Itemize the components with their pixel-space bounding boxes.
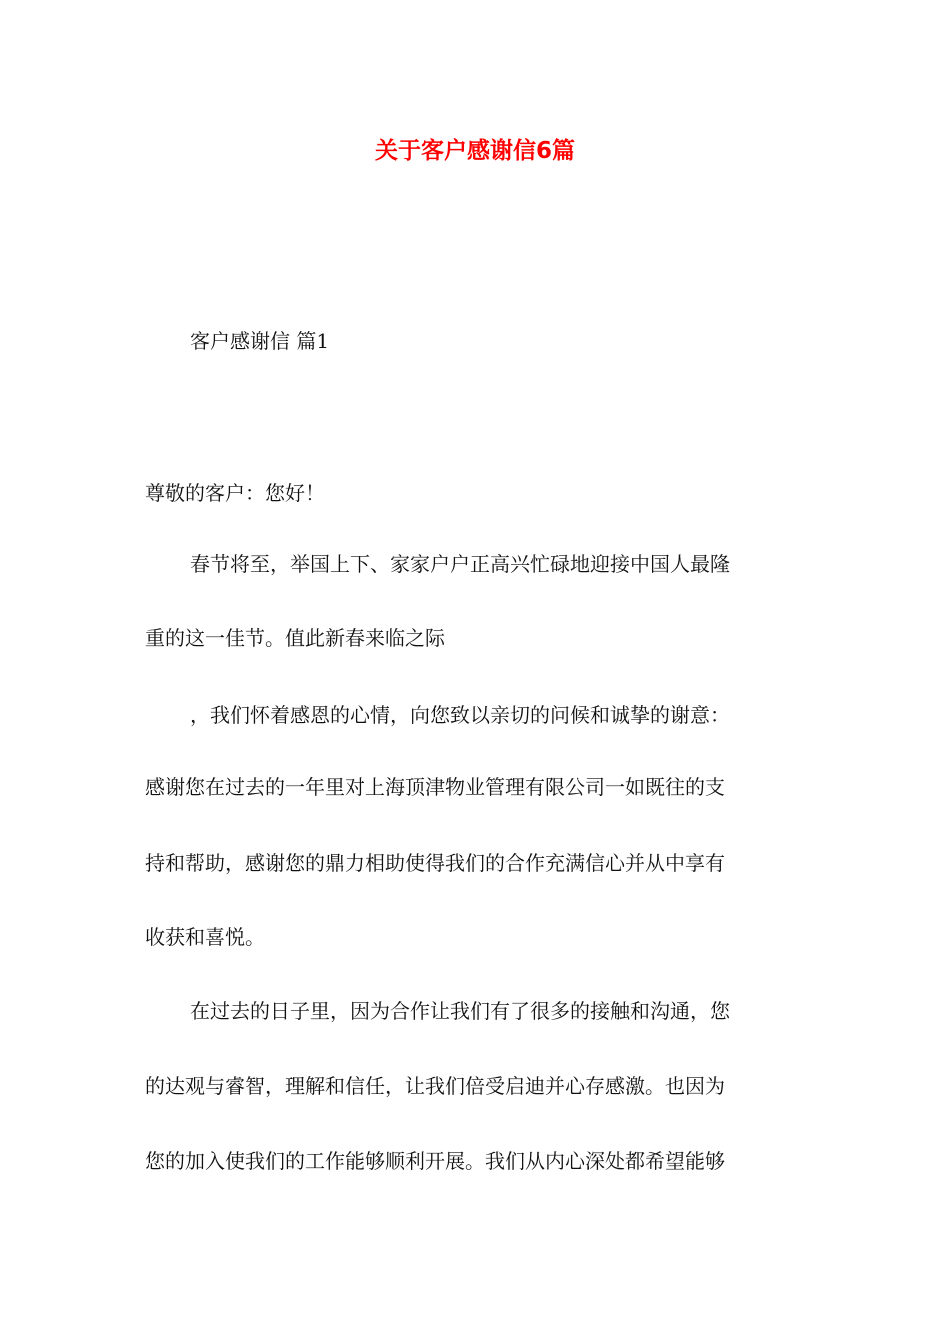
body-line: 在过去的日子里，因为合作让我们有了很多的接触和沟通，您 — [190, 999, 730, 1023]
body-line: 感谢您在过去的一年里对上海顶津物业管理有限公司一如既往的支 — [145, 775, 725, 799]
body-line: 重的这一佳节。值此新春来临之际 — [145, 626, 445, 650]
body-line: 您的加入使我们的工作能够顺利开展。我们从内心深处都希望能够 — [145, 1149, 725, 1173]
body-line: ，我们怀着感恩的心情，向您致以亲切的问候和诚挚的谢意： — [190, 703, 730, 727]
body-line: 春节将至，举国上下、家家户户正高兴忙碌地迎接中国人最隆 — [190, 552, 730, 576]
section-heading: 客户感谢信 篇1 — [190, 329, 330, 353]
document-title: 关于客户感谢信6篇 — [374, 138, 575, 164]
body-line: 收获和喜悦。 — [145, 925, 265, 949]
body-line: 持和帮助，感谢您的鼎力相助使得我们的合作充满信心并从中享有 — [145, 851, 725, 875]
salutation: 尊敬的客户：您好！ — [145, 481, 325, 505]
body-line: 的达观与睿智，理解和信任，让我们倍受启迪并心存感激。也因为 — [145, 1074, 725, 1098]
